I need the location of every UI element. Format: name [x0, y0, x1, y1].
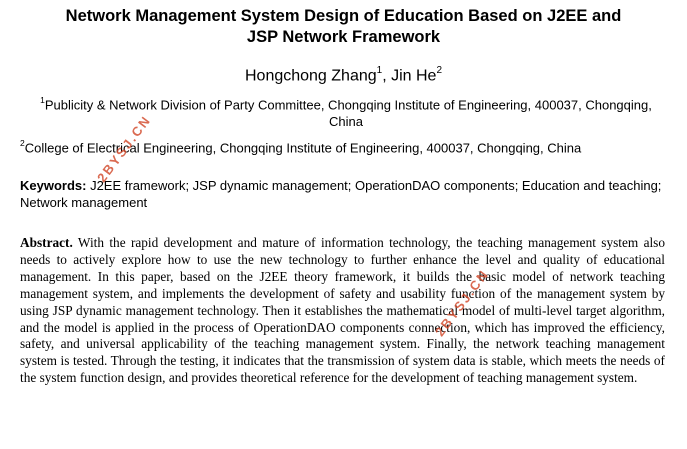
author-1: Hongchong Zhang: [244, 67, 377, 85]
author-list: [0, 62, 687, 86]
paper-title: [10, 6, 677, 48]
keywords-text: J2EE framework; JSP dynamic management; OperationDAO components; Education and teaching; Network management: [20, 178, 662, 210]
keywords-label: Keywords:: [20, 178, 87, 193]
keywords-section: [20, 177, 665, 211]
title-line-1: Network Management System Design of Education Based on J2EE and: [65, 7, 622, 25]
watermark-middle-right: 2BYSJ.CN: [432, 266, 492, 340]
affiliation-1-text: Publicity & Network Division of Party Committee, Chongqing Institute of Engineering, 400037, Chongqing, China: [44, 97, 652, 130]
abstract-label: Abstract.: [20, 235, 73, 250]
author-2: Jin He: [391, 67, 437, 85]
affiliation-1: [30, 93, 662, 130]
title-line-2: JSP Network Framework: [246, 28, 441, 46]
affiliation-2-marker: 2: [20, 138, 25, 148]
author-1-affiliation-marker: 1: [376, 65, 383, 76]
affiliation-1-marker: 1: [40, 95, 45, 105]
author-2-affiliation-marker: 2: [436, 65, 443, 76]
abstract-text: With the rapid development and mature of information technology, the teaching management system also needs to actively explore how to use the new technology to further enhance the level and quality of educational management. In this paper, based on the J2EE theory framework, it builds the basic model of network teaching management system, and implements the development of safety and usability function of the management system by using JSP dynamic management technology. Then it establishes the mathematical model of multi-level target algorithm, and the model is applied in the process of OperationDAO components connection, which has improved the efficiency, safety, and universal applicability of the teaching management system. Finally, the network teaching management system is tested. Through the testing, it indicates that the transmission of system data is stable, which meets the needs of the system function design, and provides theoretical reference for the development of teaching management system.: [20, 235, 665, 386]
affiliation-2-text: College of Electrical Engineering, Chongqing Institute of Engineering, 400037, Chongqing, China: [24, 140, 582, 156]
watermark-top-left: 2BYSJ.CN: [94, 112, 154, 186]
author-separator: ,: [382, 67, 392, 85]
abstract-section: [20, 235, 665, 387]
